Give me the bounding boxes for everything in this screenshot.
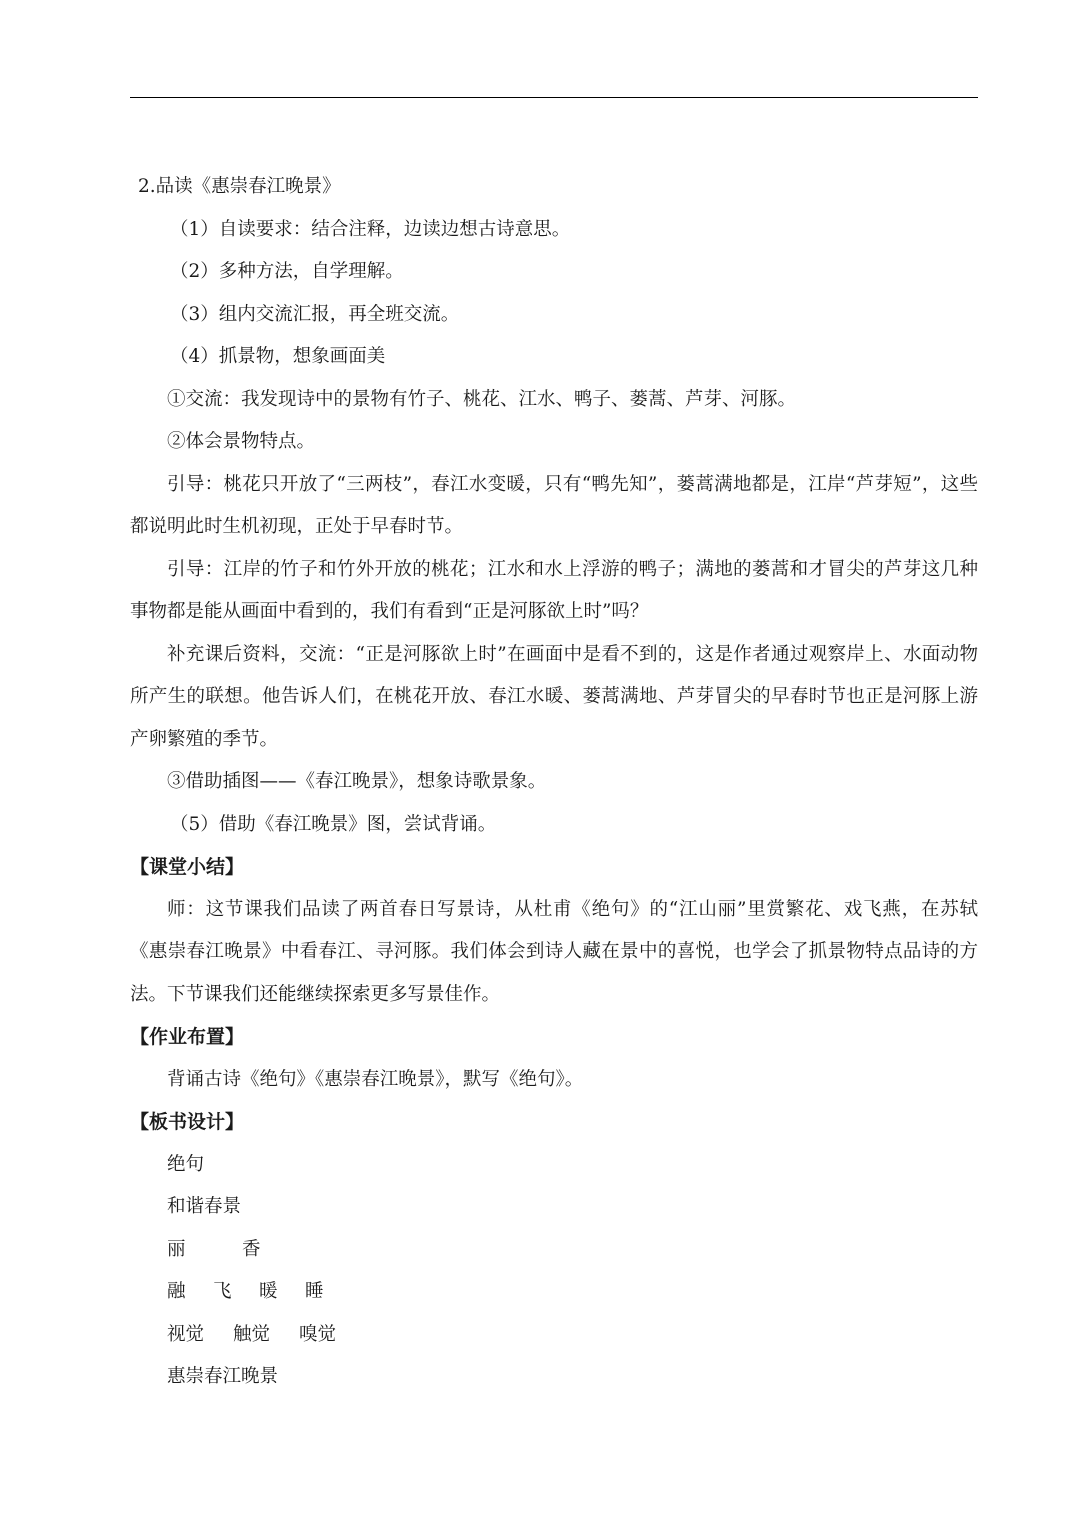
step-4: （4）抓景物，想象画面美: [170, 346, 386, 367]
step-2: （2）多种方法，自学理解。: [170, 261, 404, 282]
step-1: （1）自读要求：结合注释，边读边想古诗意思。: [170, 218, 571, 240]
board-word: 视觉: [167, 1323, 205, 1345]
board-poem-2-title: 惠崇春江晚景: [167, 1366, 279, 1387]
supplement-paragraph: 补充课后资料，交流：“正是河豚欲上时”在画面中是看不到的，这是作者通过观察岸上、水面动物所产生的联想。他告诉人们，在桃花开放、春江水暖、蒌蒿满地、芦芽冒尖的早春时节也正是河豚上游产卵繁殖的季节。: [130, 643, 978, 750]
homework-text: 背诵古诗《绝句》《惠崇春江晚景》，默写《绝句》。: [167, 1068, 584, 1090]
board-word: 香: [242, 1238, 261, 1260]
summary-text: 师：这节课我们品读了两首春日写景诗，从杜甫《绝句》的“江山丽”里赏繁花、戏飞燕，在苏轼《惠崇春江晚景》中看春江、寻河豚。我们体会到诗人藏在景中的喜悦，也学会了抓景物特点品诗的方法。下节课我们还能继续探索更多写景佳作。: [130, 898, 978, 1005]
board-theme-text: 和谐春景: [167, 1196, 242, 1217]
summary-heading: 【课堂小结】: [130, 856, 245, 878]
board-theme: [167, 1186, 978, 1229]
board-heading: 【板书设计】: [130, 1111, 245, 1133]
section-title: 2.品读《惠崇春江晚景》: [138, 176, 341, 197]
board-row-2: [167, 1271, 978, 1314]
board-poem-1-title: 绝句: [167, 1153, 205, 1175]
exchange-1: ①交流：我发现诗中的景物有竹子、桃花、江水、鸭子、蒌蒿、芦芽、河豚。: [167, 388, 797, 410]
board-poem-2: [167, 1356, 978, 1399]
board-word: 暖: [259, 1281, 278, 1302]
board-word: 睡: [305, 1281, 324, 1302]
board-word: 嗅觉: [299, 1323, 337, 1345]
document-body: [130, 166, 978, 1399]
board-row-3: [167, 1314, 978, 1357]
exchange-3: ③借助插图——《春江晚景》，想象诗歌景象。: [167, 771, 547, 792]
board-poem-1: [167, 1144, 978, 1187]
guide-2: 引导：江岸的竹子和竹外开放的桃花；江水和水上浮游的鸭子；满地的蒌蒿和才冒尖的芦芽这几种事物都是能从画面中看到的，我们有看到“正是河豚欲上时”吗？: [130, 558, 978, 622]
board-word: 飞: [213, 1281, 232, 1302]
board-design: [130, 1144, 978, 1399]
board-row-1: [167, 1229, 978, 1272]
header-rule: [130, 97, 978, 98]
board-word: 触觉: [233, 1323, 271, 1345]
step-5: （5）借助《春江晚景》图，尝试背诵。: [170, 813, 497, 835]
step-3: （3）组内交流汇报，再全班交流。: [170, 303, 460, 325]
board-word: 融: [167, 1281, 186, 1302]
guide-1: 引导：桃花只开放了“三两枝”，春江水变暖，只有“鸭先知”，蒌蒿满地都是，江岸“芦芽短”，这些都说明此时生机初现，正处于早春时节。: [130, 473, 978, 537]
homework-heading: 【作业布置】: [130, 1026, 245, 1048]
exchange-2: ②体会景物特点。: [167, 431, 316, 452]
board-word: 丽: [167, 1238, 186, 1260]
